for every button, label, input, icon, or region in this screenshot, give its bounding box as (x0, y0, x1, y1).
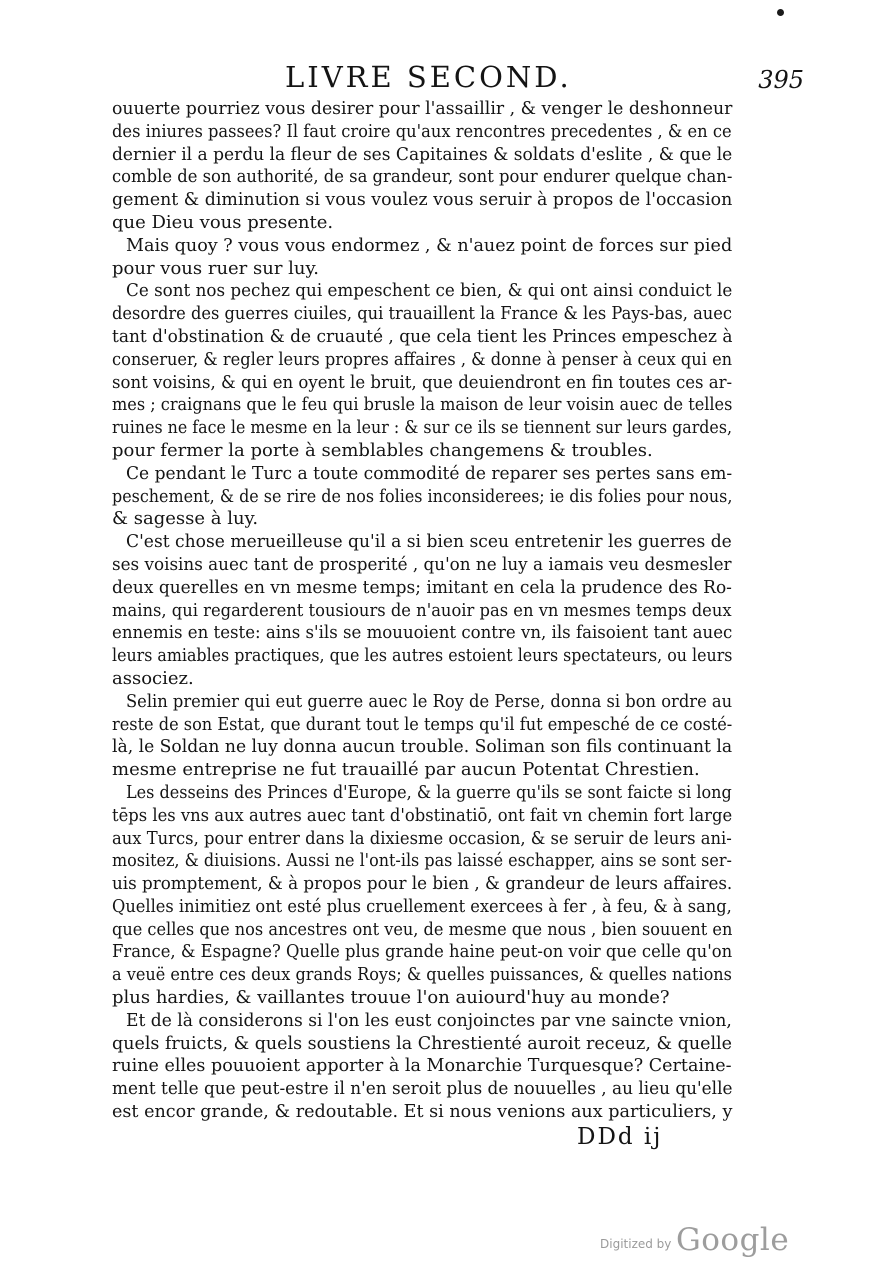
text-line: uis promptement, & à propos pour le bien , & grandeur de leurs affaires. (112, 873, 733, 895)
running-head (110, 60, 804, 100)
ink-dot (777, 9, 784, 16)
running-title: LIVRE SECOND. (285, 60, 572, 94)
text-line: leurs amiables practiques, que les autres estoient leurs spectateurs, ou leurs (112, 645, 733, 667)
text-line: ruine elles pouuoient apporter à la Monarchie Turquesque? Certaine- (112, 1055, 732, 1077)
text-line: ennemis en teste: ains s'ils se mouuoient contre vn, ils faisoient tant auec (112, 622, 733, 644)
text-line: peschement, & de se rire de nos folies inconsiderees; ie dis folies pour nous, (112, 485, 733, 507)
text-line: & sagesse à luy. (112, 508, 259, 530)
digitization-watermark (600, 1222, 790, 1262)
text-line: mositez, & diuisions. Aussi ne l'ont-ils pas laissé eschapper, ains se sont ser- (112, 850, 732, 872)
text-line: ses voisins auec tant de prosperité , qu'on ne luy a iamais veu desmesler (112, 553, 732, 575)
text-line: a veuë entre ces deux grands Roys; & quelles puissances, & quelles nations (112, 964, 732, 986)
page-number: 395 (758, 66, 804, 94)
text-line: ruines ne face le mesme en la leur : & sur ce ils se tiennent sur leurs gardes, (112, 417, 732, 439)
text-line: quels fruicts, & quels soustiens la Chrestienté auroit receuz, & quelle (112, 1032, 733, 1054)
text-line: comble de son authorité, de sa grandeur, sont pour endurer quelque chan- (112, 166, 733, 188)
text-line: sont voisins, & qui en oyent le bruit, que deuiendront en fin toutes ces ar- (112, 371, 733, 393)
body-text (112, 98, 732, 1124)
text-line: est encor grande, & redoutable. Et si nous venions aux particuliers, y (112, 1101, 733, 1123)
text-line: que celles que nos ancestres ont veu, de mesme que nous , bien souuent en (112, 918, 733, 940)
text-line: Les desseins des Princes d'Europe, & la guerre qu'ils se sont faicte si long (126, 781, 732, 803)
text-line: tēps les vns aux autres auec tant d'obstinatiō, ont fait vn chemin fort large (112, 804, 733, 826)
text-line: Selin premier qui eut guerre auec le Roy de Perse, donna si bon ordre au (126, 690, 733, 712)
text-line: conseruer, & regler leurs propres affaires , & donne à penser à ceux qui en (112, 348, 733, 370)
text-line: reste de son Estat, que durant tout le temps qu'il fut empesché de ce costé- (112, 713, 733, 735)
text-line: tant d'obstination & de cruauté , que cela tient les Princes empeschez à (112, 325, 733, 347)
text-line: mains, qui regarderent tousiours de n'auoir pas en vn mesmes temps deux (112, 599, 732, 621)
text-line: C'est chose merueilleuse qu'il a si bien sceu entretenir les guerres de (126, 531, 732, 553)
text-line: que Dieu vous presente. (112, 211, 334, 233)
text-line: là, le Soldan ne luy donna aucun trouble. Soliman son fils continuant la (112, 736, 733, 758)
text-line: associez. (112, 667, 194, 689)
text-line: Et de là considerons si l'on les eust conjoinctes par vne saincte vnion, (126, 1009, 732, 1031)
text-line: desordre des guerres ciuiles, qui trauaillent la France & les Pays-bas, auec (112, 303, 733, 325)
text-line: deux querelles en vn mesme temps; imitant en cela la prudence des Ro- (112, 576, 732, 598)
text-line: Quelles inimitiez ont esté plus cruellement exercees à fer , à feu, & à sang, (112, 895, 732, 917)
text-line: Mais quoy ? vous vous endormez , & n'auez point de forces sur pied (126, 234, 733, 256)
google-logo: Google (676, 1222, 790, 1258)
signature-mark: DDd ij (577, 1124, 663, 1150)
text-line: des iniures passees? Il faut croire qu'aux rencontres precedentes , & en ce (112, 120, 732, 142)
text-line: gement & diminution si vous voulez vous seruir à propos de l'occasion (112, 189, 733, 211)
text-line: pour vous ruer sur luy. (112, 257, 320, 279)
text-line: plus hardies, & vaillantes trouue l'on auiourd'huy au monde? (112, 987, 670, 1009)
text-line: ment telle que peut-estre il n'en seroit plus de nouuelles , au lieu qu'elle (112, 1078, 733, 1100)
text-line: pour fermer la porte à semblables changemens & troubles. (112, 439, 653, 461)
text-line: Ce sont nos pechez qui empeschent ce bien, & qui ont ainsi conduict le (126, 280, 733, 302)
watermark-label: Digitized by (600, 1237, 672, 1251)
text-line: mes ; craignans que le feu qui brusle la maison de leur voisin auec de telles (112, 394, 733, 416)
text-line: ouuerte pourriez vous desirer pour l'assaillir , & venger le deshonneur (112, 98, 733, 119)
text-line: dernier il a perdu la fleur de ses Capitaines & soldats d'eslite , & que le (112, 143, 733, 165)
text-line: aux Turcs, pour entrer dans la dixiesme occasion, & se seruir de leurs ani- (112, 827, 732, 849)
text-line: mesme entreprise ne fut trauaillé par aucun Potentat Chrestien. (112, 759, 700, 781)
text-line: Ce pendant le Turc a toute commodité de reparer ses pertes sans em- (126, 462, 733, 484)
text-line: France, & Espagne? Quelle plus grande haine peut-on voir que celle qu'on (112, 941, 733, 963)
